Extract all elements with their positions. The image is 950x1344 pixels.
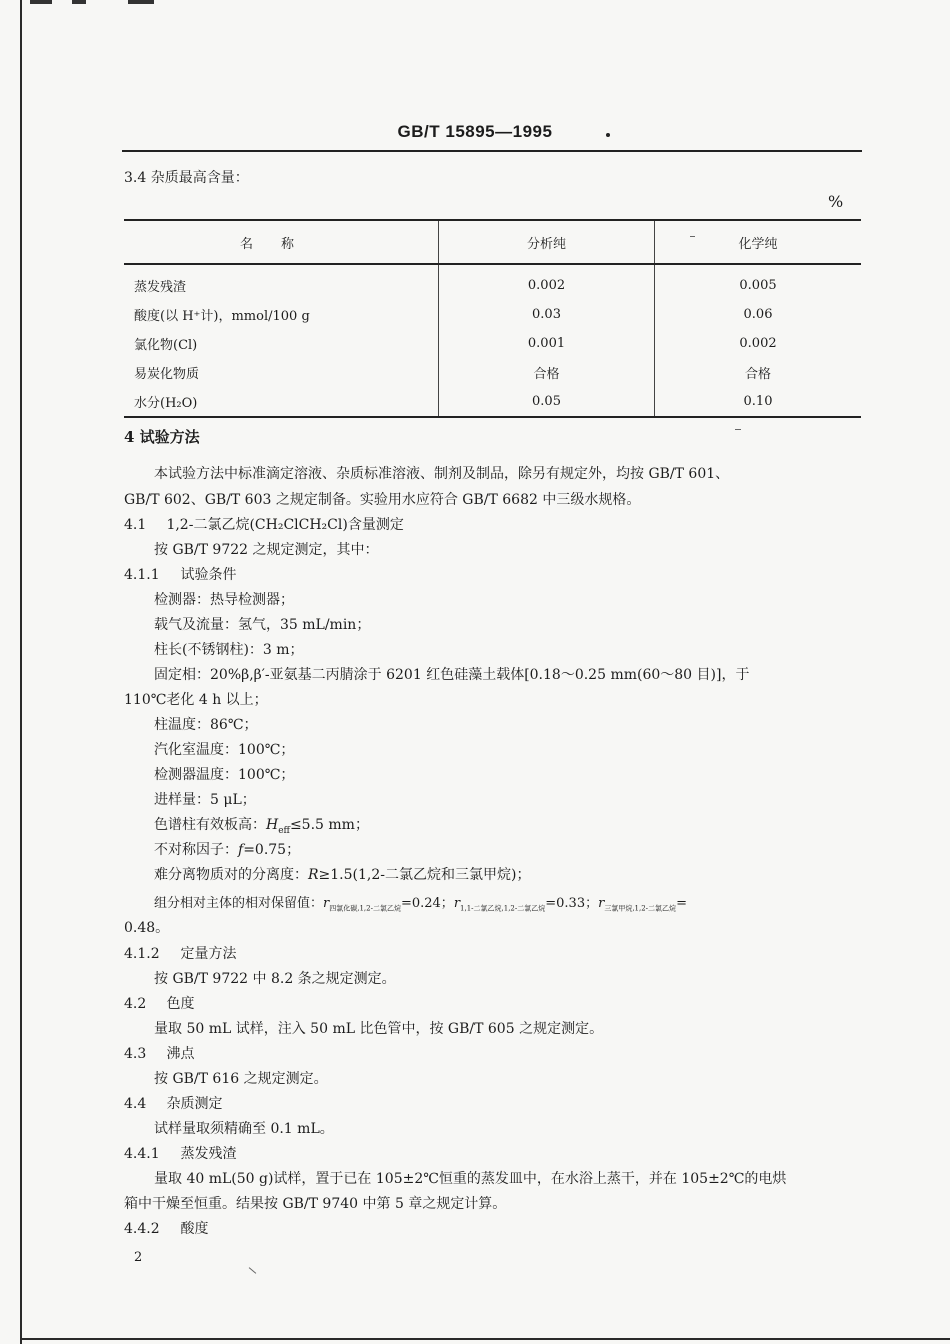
cell-chemical: 0.10 [655,387,862,417]
section-number: 4.1.2 [124,946,160,962]
section-4-3-heading [124,1043,194,1063]
scan-speck [690,236,695,237]
cell-name: 酸度(以 H⁺计)，mmol/100 g [134,309,310,324]
plate-height-label: 色谱柱有效板高： [154,817,266,833]
section-4-intro-line1: 本试验方法中标准滴定溶液、杂质标准溶液、制剂及制品，除另有规定外，均按 GB/T 601、 [154,466,730,482]
section-4-1-2-text: 按 GB/T 9722 中 8.2 条之规定测定。 [154,971,396,987]
cell-chemical: 0.002 [655,329,862,358]
retention-symbol: r [453,896,461,911]
condition-column-temp: 柱温度：86℃； [154,717,258,733]
retention-value: =0.24； [400,896,454,911]
section-4-4-1-text-line1: 量取 40 mL(50 g)试样，置于已在 105±2℃恒重的蒸发皿中，在水浴上蒸干，并在 105±2℃的电烘 [154,1171,787,1187]
section-title: 蒸发残渣 [180,1146,237,1162]
section-4-2-heading [124,993,194,1013]
col-header-chemical: 化学纯 [655,220,862,264]
impurity-table [124,219,861,418]
table-row [124,300,861,329]
cell-analytical: 合格 [439,358,655,387]
section-title: 1,2-二氯乙烷(CH₂ClCH₂Cl)含量测定 [166,517,404,533]
cell-name: 蒸发残渣 [134,280,187,295]
section-number: 4.1.1 [124,567,160,583]
plate-height-value: ≤5.5 mm； [289,817,369,833]
section-title: 杂质测定 [166,1096,223,1112]
standard-header: GB/T 15895—1995 [397,122,553,141]
cell-name: 氯化物(Cl) [134,338,198,353]
cell-analytical: 0.002 [439,264,655,300]
scan-border-left [20,0,22,1344]
section-4-intro-line2: GB/T 602、GB/T 603 之规定制备。实验用水应符合 GB/T 6682 中三级水规格。 [124,492,641,508]
retention-value: = [676,896,687,911]
resolution-symbol: R [308,867,319,883]
page-number: 2 [134,1250,143,1265]
section-number: 4.4.2 [124,1221,160,1237]
section-number: 4.2 [124,996,147,1012]
asymmetry-value: =0.75； [243,842,301,858]
retention-symbol: r [323,896,330,911]
resolution-label: 难分离物质对的分离度： [154,867,308,883]
scan-top-marks [30,0,170,5]
retention-label: 组分相对主体的相对保留值： [154,896,324,911]
condition-relative-retention-cont: 0.48。 [124,920,170,936]
cell-analytical: 0.001 [439,329,655,358]
retention-subscript: 三氯甲烷,1,2-二氯乙烷 [604,904,677,913]
table-row [124,387,861,417]
section-4-1-heading [124,514,404,534]
section-3-4-heading: 3.4 杂质最高含量： [124,170,249,186]
header-dot [606,133,610,137]
cell-analytical: 0.05 [439,387,655,417]
retention-value: =0.33； [545,896,599,911]
cell-chemical: 0.06 [655,300,862,329]
scan-border-bottom [20,1338,950,1340]
scan-speck [249,1267,257,1274]
condition-detector-temp: 检测器温度：100℃； [154,767,295,783]
section-4-4-1-heading [124,1143,236,1163]
section-title: 定量方法 [180,946,237,962]
cell-chemical: 合格 [655,358,862,387]
retention-symbol: r [598,896,605,911]
section-4-1-2-heading [124,943,236,963]
cell-name: 水分(H₂O) [124,387,439,417]
section-4-4-text: 试样量取须精确至 0.1 mL。 [154,1121,334,1137]
cell-name: 易炭化物质 [134,367,200,382]
condition-relative-retention [154,892,687,914]
condition-plate-height [154,814,369,836]
plate-height-symbol: H [266,817,279,833]
table-header-row [124,220,861,264]
condition-stationary-phase: 固定相：20%β,β′-亚氨基二丙腈涂于 6201 红色硅藻土载体[0.18～0.25 mm(60～80 目)]，于 [154,667,750,683]
retention-subscript: 四氯化碳,1,2-二氯乙烷 [329,904,401,913]
condition-stationary-phase-cont: 110℃老化 4 h 以上； [124,692,268,708]
condition-asymmetry [154,839,300,859]
section-number: 4.3 [124,1046,147,1062]
section-4-4-heading [124,1093,222,1113]
section-4-4-1-text-line2: 箱中干燥至恒重。结果按 GB/T 9740 中第 5 章之规定计算。 [124,1196,507,1212]
section-title: 试验条件 [180,567,237,583]
asymmetry-label: 不对称因子： [154,842,238,858]
table-unit: % [828,192,844,211]
condition-column-length: 柱长(不锈钢柱)：3 m； [154,642,304,658]
condition-detector: 检测器：热导检测器； [154,592,294,608]
section-title: 酸度 [180,1221,209,1237]
section-title: 色度 [166,996,195,1012]
cell-analytical: 0.03 [439,300,655,329]
table-row [124,358,861,387]
retention-subscript: 1,1-二氯乙烷,1,2-二氯乙烷 [460,904,546,913]
table-row [124,264,861,300]
section-number: 4.4 [124,1096,147,1112]
section-number: 4.1 [124,517,147,533]
plate-height-subscript: eff [278,825,290,836]
condition-vaporizer-temp: 汽化室温度：100℃； [154,742,295,758]
condition-carrier-gas: 载气及流量：氢气，35 mL/min； [154,617,371,633]
condition-injection-volume: 进样量：5 μL； [154,792,256,808]
col-header-analytical: 分析纯 [439,220,655,264]
section-4-1-text: 按 GB/T 9722 之规定测定，其中： [154,542,379,558]
col-header-name: 名称 [124,220,439,264]
section-4-4-2-heading [124,1218,208,1238]
header-rule [122,150,862,152]
section-4-1-1-heading [124,564,236,584]
section-4-3-text: 按 GB/T 616 之规定测定。 [154,1071,328,1087]
section-number: 4.4.1 [124,1146,160,1162]
section-4-heading: 4 试验方法 [124,428,200,446]
section-title: 沸点 [166,1046,195,1062]
scan-speck [735,429,741,430]
cell-chemical: 0.005 [655,264,862,300]
asymmetry-symbol: f [238,842,244,858]
resolution-value: ≥1.5(1,2-二氯乙烷和三氯甲烷)； [318,867,531,883]
table-row [124,329,861,358]
section-4-2-text: 量取 50 mL 试样，注入 50 mL 比色管中，按 GB/T 605 之规定测定。 [154,1021,604,1037]
condition-resolution [154,864,530,884]
